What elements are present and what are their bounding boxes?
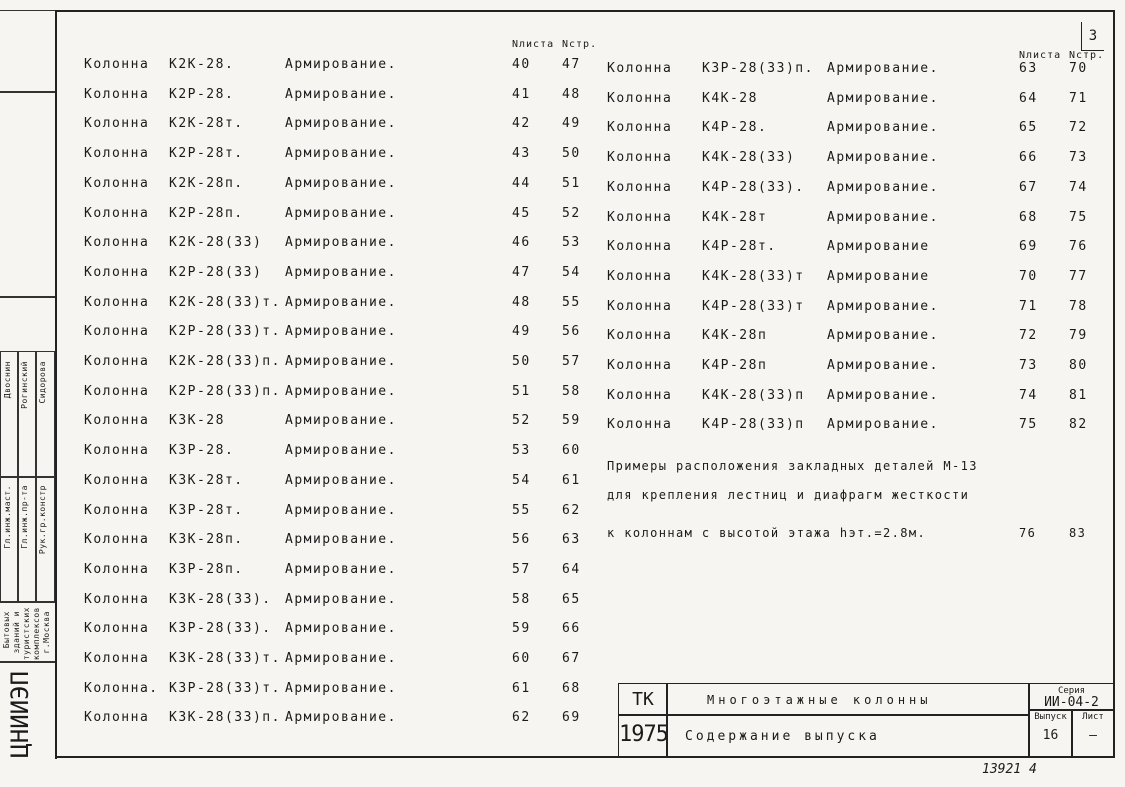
row-sheet-number: 51 <box>512 383 531 399</box>
row-word: Колонна <box>84 710 150 726</box>
sheet-label: Лист <box>1082 712 1104 722</box>
row-action: Армирование. <box>827 179 939 195</box>
row-word: Колонна <box>607 358 673 373</box>
row-mark: К4Р-28. <box>702 120 768 136</box>
row-action: Армирование. <box>285 324 397 340</box>
row-page-number: 74 <box>1069 179 1088 195</box>
row-word: Колонна <box>84 324 150 340</box>
title-block-title: Многоэтажные колонны <box>666 683 1030 716</box>
row-sheet-number: 43 <box>512 146 531 162</box>
row-page-number: 50 <box>562 146 581 162</box>
row-page-number: 65 <box>562 591 581 607</box>
sheet-number: 3 <box>1081 22 1104 51</box>
strip-divider <box>0 296 55 298</box>
row-action: Армирование. <box>827 358 939 373</box>
row-mark: К3К-28 <box>169 413 225 429</box>
row-word: Колонна <box>607 239 673 255</box>
row-sheet-number: 71 <box>1019 298 1038 314</box>
left-sheet-header: Nлиста <box>512 39 555 50</box>
row-page-number: 52 <box>562 205 581 221</box>
issue-cell <box>1028 709 1073 758</box>
note-line-3: к колоннам с высотой этажа hэт.=2.8м. <box>607 526 927 540</box>
row-sheet-number: 53 <box>512 443 531 459</box>
row-mark: К4К-28(33)т <box>702 268 805 284</box>
row-page-number: 57 <box>562 354 581 369</box>
name-3: Сидорова <box>38 361 47 404</box>
row-mark: К4Р-28т. <box>702 239 777 255</box>
row-mark: К3Р-28(33). <box>169 621 272 637</box>
row-sheet-number: 68 <box>1019 209 1038 225</box>
row-action: Армирование. <box>827 150 939 166</box>
row-page-number: 63 <box>562 532 581 548</box>
row-action: Армирование. <box>285 621 397 637</box>
row-mark: К2Р-28(33)п. <box>169 383 281 399</box>
row-page-number: 82 <box>1069 417 1088 433</box>
row-word: Колонна <box>84 443 150 459</box>
row-word: Колонна <box>84 651 150 666</box>
row-page-number: 70 <box>1069 61 1088 76</box>
row-action: Армирование. <box>827 209 939 225</box>
name-2: Рогинский <box>20 361 29 409</box>
row-word: Колонна <box>84 413 150 429</box>
row-mark: К2К-28(33)п. <box>169 354 281 369</box>
row-sheet-number: 40 <box>512 57 531 72</box>
name-1: Двоснин <box>3 361 12 399</box>
row-action: Армирование. <box>285 146 397 162</box>
row-action: Армирование. <box>827 328 939 344</box>
org-line-3: туристских <box>22 607 31 661</box>
series-value: ИИ-04-2 <box>1044 695 1099 710</box>
row-mark: К4К-28п <box>702 328 768 344</box>
org-line-5: г.Москва <box>42 611 51 654</box>
row-mark: К3Р-28(33)п. <box>702 61 814 76</box>
row-sheet-number: 74 <box>1019 387 1038 403</box>
row-sheet-number: 45 <box>512 205 531 221</box>
row-action: Армирование <box>827 239 930 255</box>
row-page-number: 78 <box>1069 298 1088 314</box>
row-mark: К4К-28(33) <box>702 150 796 166</box>
row-page-number: 58 <box>562 383 581 399</box>
row-action: Армирование. <box>285 680 397 696</box>
row-mark: К4К-28 <box>702 90 758 106</box>
row-word: Колонна <box>607 61 673 76</box>
row-sheet-number: 57 <box>512 561 531 577</box>
row-action: Армирование. <box>285 294 397 310</box>
row-action: Армирование. <box>827 61 939 76</box>
row-action: Армирование. <box>285 354 397 369</box>
row-word: Колонна <box>607 268 673 284</box>
row-page-number: 62 <box>562 502 581 518</box>
row-sheet-number: 63 <box>1019 61 1038 76</box>
row-sheet-number: 58 <box>512 591 531 607</box>
row-mark: К2Р-28т. <box>169 146 244 162</box>
row-action: Армирование. <box>285 502 397 518</box>
row-word: Колонна <box>607 298 673 314</box>
note-line-2: для крепления лестниц и диафрагм жесткости <box>607 488 970 502</box>
row-word: Колонна. <box>84 680 159 696</box>
issue-value: 16 <box>1042 728 1059 743</box>
row-word: Колонна <box>607 387 673 403</box>
row-sheet-number: 56 <box>512 532 531 548</box>
row-sheet-number: 70 <box>1019 268 1038 284</box>
row-action: Армирование. <box>285 591 397 607</box>
row-mark: К3Р-28(33)т. <box>169 680 281 696</box>
row-sheet-number: 65 <box>1019 120 1038 136</box>
row-page-number: 81 <box>1069 387 1088 403</box>
row-action: Армирование. <box>285 86 397 102</box>
row-page-number: 67 <box>562 651 581 666</box>
row-action: Армирование. <box>827 417 939 433</box>
strip-divider <box>0 91 55 93</box>
row-sheet-number: 62 <box>512 710 531 726</box>
row-mark: К3Р-28т. <box>169 502 244 518</box>
sheet-cell <box>1071 709 1115 758</box>
row-word: Колонна <box>84 264 150 280</box>
org-line-2: зданий и <box>12 611 21 654</box>
row-sheet-number: 64 <box>1019 90 1038 106</box>
row-sheet-number: 75 <box>1019 417 1038 433</box>
row-action: Армирование <box>827 268 930 284</box>
row-sheet-number: 66 <box>1019 150 1038 166</box>
title-block-code: ТК <box>618 683 668 716</box>
row-page-number: 48 <box>562 86 581 102</box>
row-sheet-number: 72 <box>1019 328 1038 344</box>
row-mark: К2Р-28(33)т. <box>169 324 281 340</box>
row-page-number: 75 <box>1069 209 1088 225</box>
row-page-number: 47 <box>562 57 581 72</box>
row-sheet-number: 42 <box>512 116 531 132</box>
row-sheet-number: 50 <box>512 354 531 369</box>
row-mark: К2К-28п. <box>169 175 244 191</box>
series-label: Серия <box>1057 686 1086 696</box>
row-page-number: 69 <box>562 710 581 726</box>
sheet-value: — <box>1089 728 1097 743</box>
series-cell <box>1028 683 1115 711</box>
row-word: Колонна <box>84 532 150 548</box>
row-page-number: 54 <box>562 264 581 280</box>
row-word: Колонна <box>84 116 150 132</box>
row-action: Армирование. <box>285 472 397 488</box>
issue-label: Выпуск <box>1034 712 1067 722</box>
row-mark: К2К-28т. <box>169 116 244 132</box>
row-page-number: 53 <box>562 235 581 251</box>
left-page-header: Nстр. <box>562 39 598 50</box>
note-line-1: Примеры расположения закладных деталей М-13 <box>607 459 978 473</box>
note-sheet-number: 76 <box>1019 526 1037 540</box>
row-sheet-number: 59 <box>512 621 531 637</box>
strip-divider <box>0 601 55 603</box>
row-action: Армирование. <box>285 175 397 191</box>
note-page-number: 83 <box>1069 526 1087 540</box>
row-mark: К4К-28т <box>702 209 768 225</box>
row-mark: К3Р-28. <box>169 443 235 459</box>
title-block <box>618 683 1115 758</box>
row-sheet-number: 55 <box>512 502 531 518</box>
row-page-number: 73 <box>1069 150 1088 166</box>
row-sheet-number: 41 <box>512 86 531 102</box>
row-mark: К4Р-28(33)т <box>702 298 805 314</box>
row-sheet-number: 61 <box>512 680 531 696</box>
row-mark: К2Р-28п. <box>169 205 244 221</box>
row-word: Колонна <box>84 86 150 102</box>
row-mark: К3К-28(33)п. <box>169 710 281 726</box>
right-sheet-header: Nлиста <box>1019 50 1062 61</box>
row-word: Колонна <box>84 146 150 162</box>
row-word: Колонна <box>84 294 150 310</box>
row-mark: К2К-28(33)т. <box>169 294 281 310</box>
strip-divider <box>0 476 55 478</box>
row-page-number: 60 <box>562 443 581 459</box>
row-word: Колонна <box>607 90 673 106</box>
row-page-number: 49 <box>562 116 581 132</box>
strip-divider <box>0 661 55 663</box>
row-word: Колонна <box>84 235 150 251</box>
row-sheet-number: 49 <box>512 324 531 340</box>
row-word: Колонна <box>84 472 150 488</box>
row-word: Колонна <box>84 561 150 577</box>
row-action: Армирование. <box>285 443 397 459</box>
row-mark: К3К-28п. <box>169 532 244 548</box>
row-mark: К3К-28(33)т. <box>169 651 281 666</box>
row-page-number: 76 <box>1069 239 1088 255</box>
row-page-number: 56 <box>562 324 581 340</box>
row-word: Колонна <box>607 150 673 166</box>
row-page-number: 55 <box>562 294 581 310</box>
row-mark: К4Р-28п <box>702 358 768 373</box>
row-page-number: 71 <box>1069 90 1088 106</box>
row-action: Армирование. <box>285 561 397 577</box>
row-page-number: 68 <box>562 680 581 696</box>
row-mark: К3К-28т. <box>169 472 244 488</box>
row-word: Колонна <box>607 417 673 433</box>
row-sheet-number: 54 <box>512 472 531 488</box>
row-action: Армирование. <box>827 90 939 106</box>
row-action: Армирование. <box>285 532 397 548</box>
row-action: Армирование. <box>827 298 939 314</box>
row-mark: К2Р-28. <box>169 86 235 102</box>
row-sheet-number: 44 <box>512 175 531 191</box>
role-1: Гл.инж.маст. <box>3 485 12 549</box>
row-word: Колонна <box>84 175 150 191</box>
row-mark: К4Р-28(33). <box>702 179 805 195</box>
row-sheet-number: 73 <box>1019 358 1038 373</box>
row-action: Армирование. <box>285 264 397 280</box>
row-page-number: 61 <box>562 472 581 488</box>
row-action: Армирование. <box>285 710 397 726</box>
title-block-subtitle: Содержание выпуска <box>666 714 1030 758</box>
institute-logo: ЦНИИЭП <box>6 671 34 758</box>
row-word: Колонна <box>84 621 150 637</box>
row-sheet-number: 46 <box>512 235 531 251</box>
row-word: Колонна <box>84 591 150 607</box>
row-action: Армирование. <box>285 413 397 429</box>
row-word: Колонна <box>607 179 673 195</box>
row-action: Армирование. <box>285 651 397 666</box>
row-mark: К4К-28(33)п <box>702 387 805 403</box>
row-action: Армирование. <box>827 120 939 136</box>
row-mark: К2К-28. <box>169 57 235 72</box>
row-sheet-number: 60 <box>512 651 531 666</box>
role-2: Гл.инж.пр-та <box>20 485 29 549</box>
row-word: Колонна <box>84 383 150 399</box>
row-sheet-number: 69 <box>1019 239 1038 255</box>
left-stamp-strip <box>0 10 57 759</box>
row-action: Армирование. <box>285 383 397 399</box>
row-sheet-number: 67 <box>1019 179 1038 195</box>
row-action: Армирование. <box>285 116 397 132</box>
row-page-number: 79 <box>1069 328 1088 344</box>
row-page-number: 59 <box>562 413 581 429</box>
row-mark: К2К-28(33) <box>169 235 263 251</box>
row-action: Армирование. <box>285 205 397 221</box>
row-page-number: 80 <box>1069 358 1088 373</box>
row-page-number: 51 <box>562 175 581 191</box>
title-block-year: 1975 <box>618 714 668 758</box>
row-word: Колонна <box>84 205 150 221</box>
row-sheet-number: 52 <box>512 413 531 429</box>
row-page-number: 64 <box>562 561 581 577</box>
row-word: Колонна <box>84 57 150 72</box>
row-action: Армирование. <box>285 57 397 72</box>
row-word: Колонна <box>607 120 673 136</box>
row-mark: К3К-28(33). <box>169 591 272 607</box>
row-action: Армирование. <box>285 235 397 251</box>
row-sheet-number: 47 <box>512 264 531 280</box>
row-action: Армирование. <box>827 387 939 403</box>
drawing-sheet <box>55 10 1115 758</box>
row-word: Колонна <box>84 354 150 369</box>
row-page-number: 77 <box>1069 268 1088 284</box>
row-word: Колонна <box>84 502 150 518</box>
row-mark: К2Р-28(33) <box>169 264 263 280</box>
row-word: Колонна <box>607 209 673 225</box>
row-sheet-number: 48 <box>512 294 531 310</box>
org-line-4: комплексов <box>32 607 41 661</box>
role-3: Рук.гр.констр <box>38 485 47 555</box>
row-page-number: 66 <box>562 621 581 637</box>
row-mark: К4Р-28(33)п <box>702 417 805 433</box>
right-page-header: Nстр. <box>1069 50 1105 61</box>
org-line-1: Бытовых <box>2 611 11 649</box>
row-mark: К3Р-28п. <box>169 561 244 577</box>
row-word: Колонна <box>607 328 673 344</box>
archive-number: 13921 4 <box>982 762 1037 777</box>
row-page-number: 72 <box>1069 120 1088 136</box>
